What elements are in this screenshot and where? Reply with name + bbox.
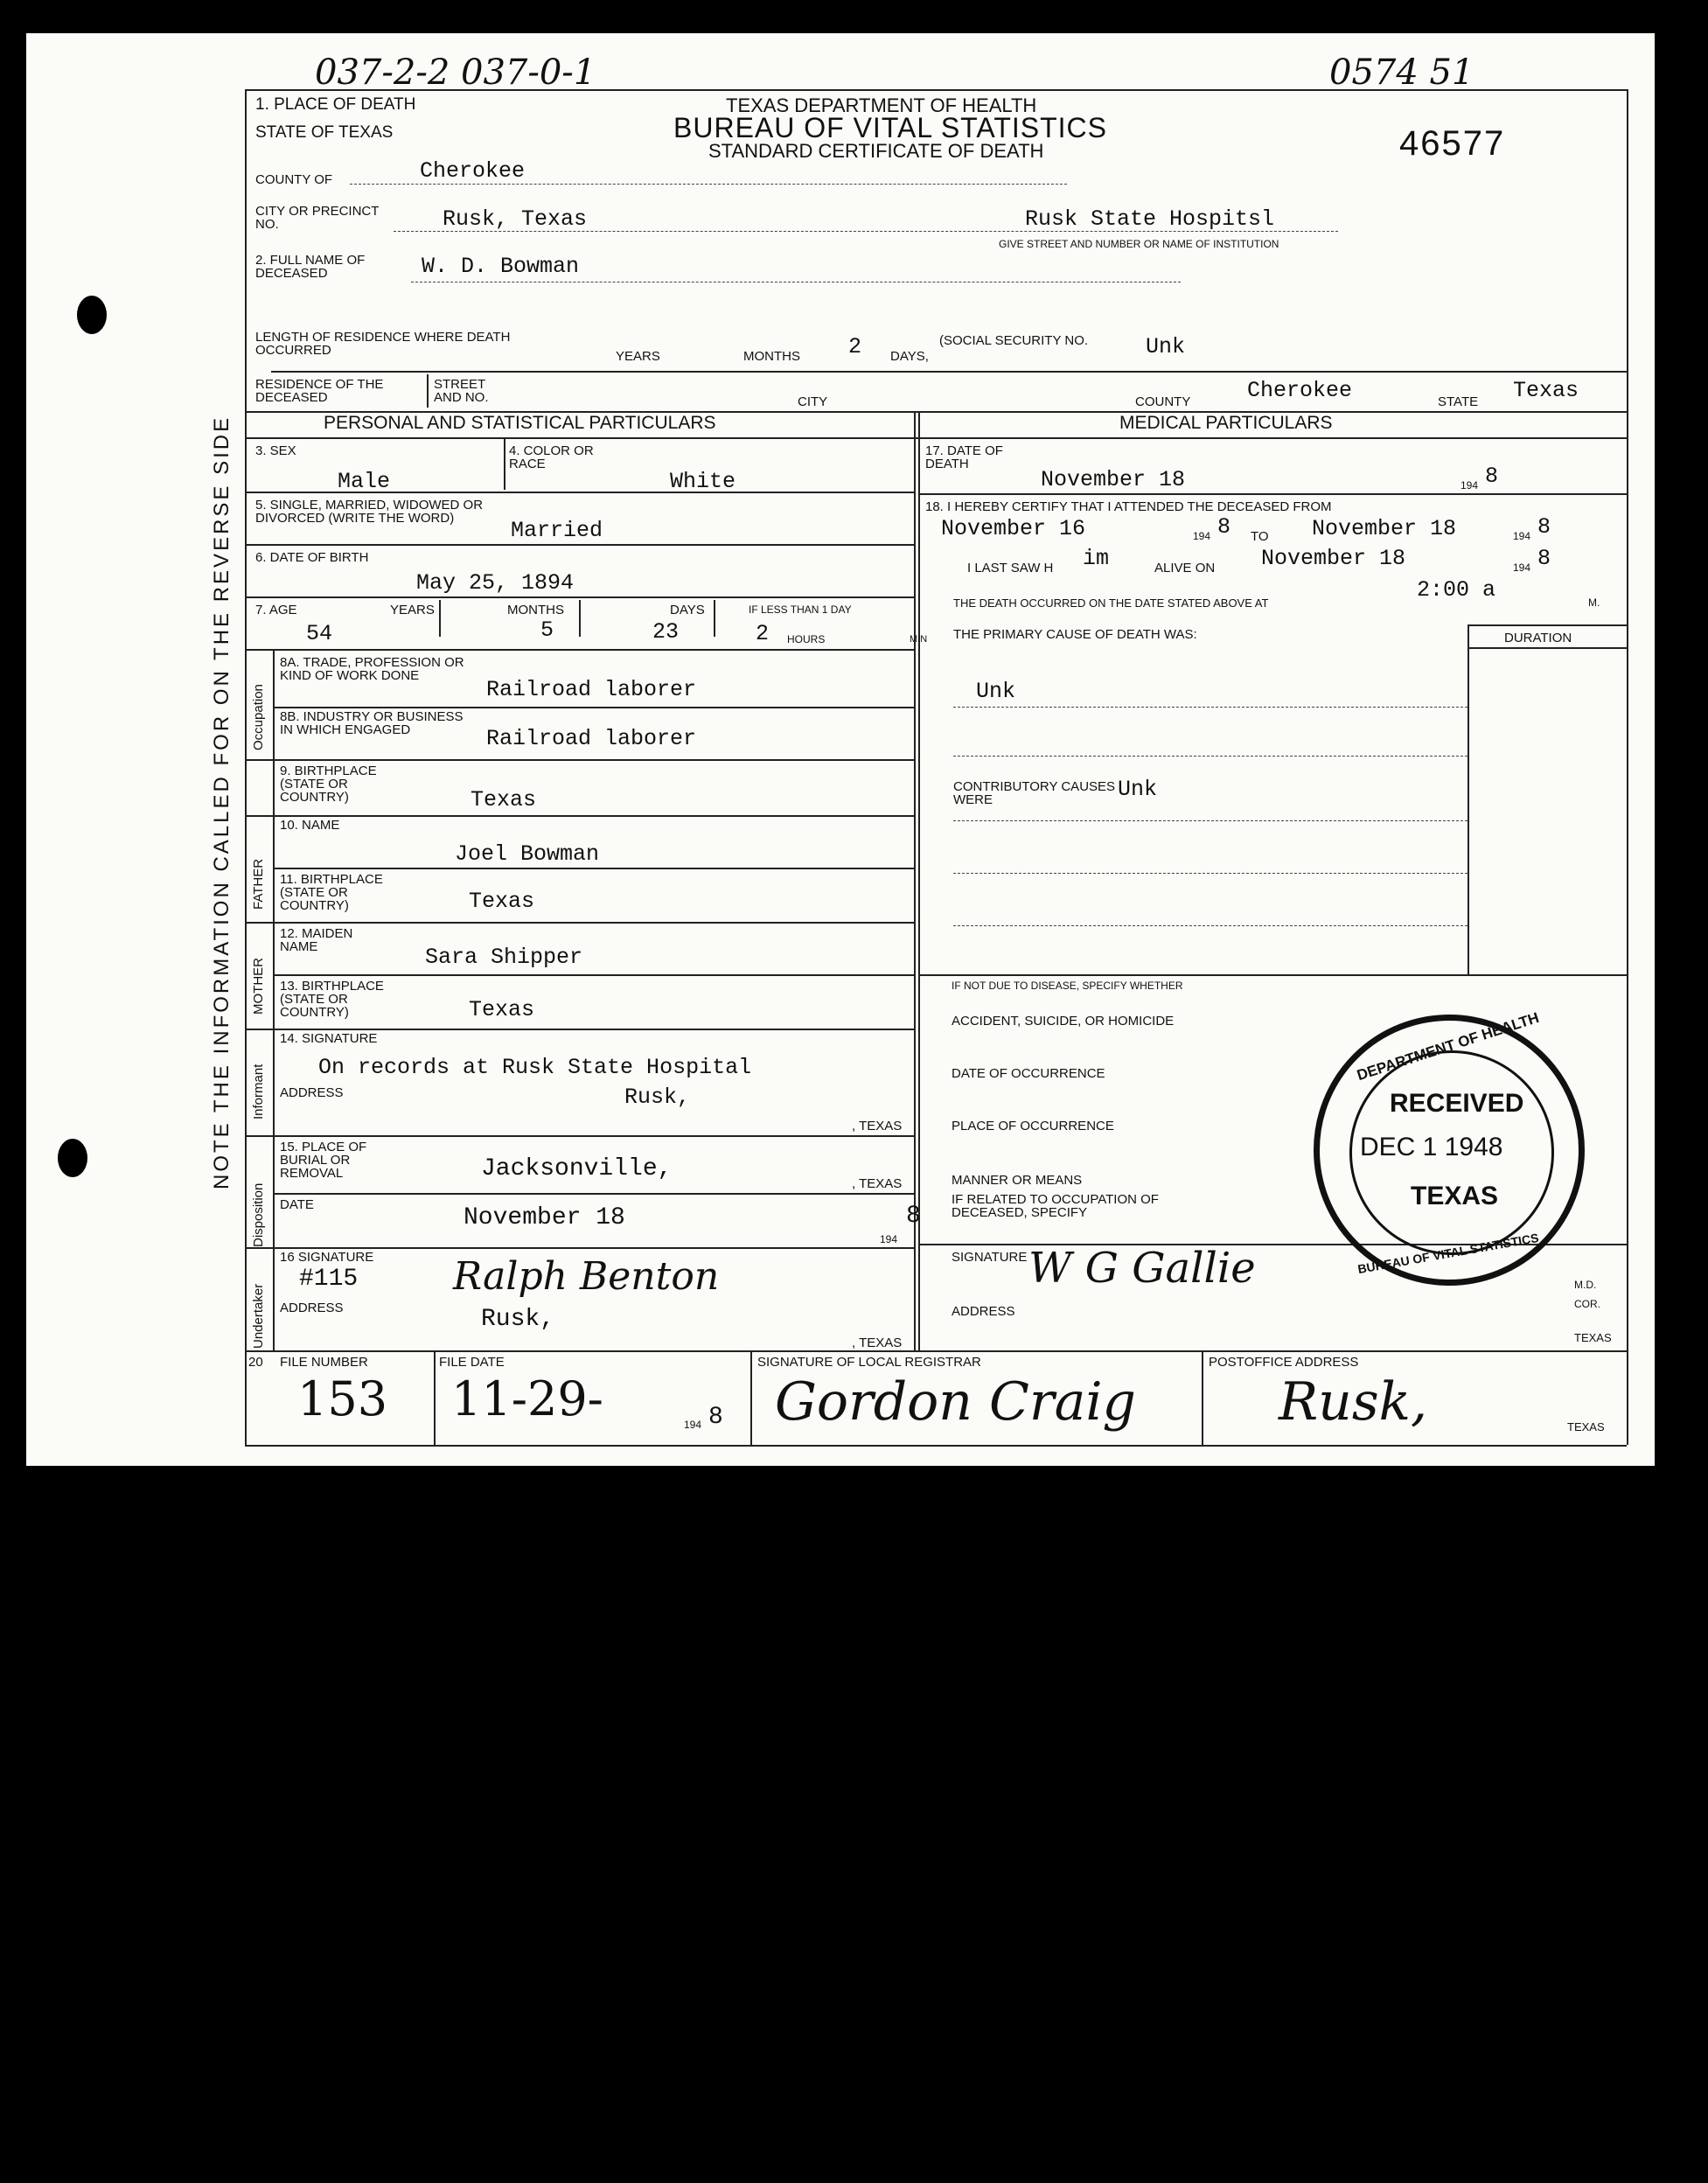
label-res-county: COUNTY: [1135, 394, 1191, 409]
label-20: 20: [248, 1355, 263, 1370]
label-last-saw: I LAST SAW H: [967, 561, 1054, 575]
file-date-value: 11-29-: [451, 1371, 603, 1426]
birth-value: May 25, 1894: [416, 570, 575, 596]
label-res-city: CITY: [798, 394, 828, 409]
und-address-value: Rusk,: [481, 1306, 555, 1333]
label-not-due: IF NOT DUE TO DISEASE, SPECIFY WHETHER: [952, 980, 1183, 992]
label-accident: ACCIDENT, SUICIDE, OR HOMICIDE: [952, 1014, 1175, 1029]
contributory-value: Unk: [1118, 777, 1158, 802]
postoffice-value: Rusk,: [1279, 1371, 1428, 1433]
label-physician-address: ADDRESS: [952, 1304, 1015, 1319]
label-marital: 5. SINGLE, MARRIED, WIDOWED OR DIVORCED (WRITE THE WORD): [255, 498, 484, 526]
age-days-value: 23: [652, 619, 680, 645]
label-duration: DURATION: [1504, 631, 1572, 645]
county-value: Cherokee: [420, 158, 526, 184]
side-informant: Informant: [251, 1064, 266, 1119]
registrar-signature: Gordon Craig: [775, 1371, 1136, 1433]
personal-section-title: PERSONAL AND STATISTICAL PARTICULARS: [324, 413, 716, 433]
label-years: YEARS: [616, 349, 660, 364]
medical-section-title: MEDICAL PARTICULARS: [1119, 413, 1333, 433]
side-father: FATHER: [251, 858, 266, 910]
burial-year-value: 8: [906, 1203, 921, 1230]
death-date-value: November 18: [1041, 467, 1186, 492]
age-hours-value: 2: [756, 621, 770, 646]
side-occupation: Occupation: [251, 684, 266, 750]
label-birth: 6. DATE OF BIRTH: [255, 550, 369, 565]
side-undertaker: Undertaker: [251, 1283, 266, 1349]
label-institution: GIVE STREET AND NUMBER OR NAME OF INSTITUTION: [999, 238, 1279, 250]
primary-cause-value: Unk: [976, 679, 1016, 704]
cert-number: 46577: [1399, 124, 1506, 163]
label-informant: 14. SIGNATURE: [280, 1031, 378, 1046]
label-undertaker: 16 SIGNATURE: [280, 1250, 374, 1265]
label-death-date: 17. DATE OF DEATH: [925, 443, 1003, 471]
months-value: 2: [848, 334, 862, 359]
to-year-value: 8: [1537, 514, 1551, 540]
label-sex: 3. SEX: [255, 443, 296, 458]
label-age-months: MONTHS: [507, 603, 564, 617]
label-und-address: ADDRESS: [280, 1301, 344, 1315]
last-saw-year-prefix: 194: [1513, 561, 1531, 574]
label-burial: 15. PLACE OF BURIAL OR REMOVAL: [280, 1140, 367, 1181]
label-file-date: FILE DATE: [439, 1355, 505, 1370]
label-postoffice: POSTOFFICE ADDRESS: [1209, 1355, 1359, 1370]
age-years-value: 54: [306, 621, 333, 646]
father-value: Joel Bowman: [455, 841, 600, 867]
deceased-name: W. D. Bowman: [422, 254, 580, 279]
from-date-value: November 16: [941, 516, 1086, 541]
occupation-value: Railroad laborer: [486, 677, 697, 702]
industry-value: Railroad laborer: [486, 726, 697, 751]
label-res-state: STATE: [1438, 394, 1479, 409]
undertaker-no: #115: [299, 1266, 359, 1293]
stamp-bottom: BUREAU OF VITAL STATISTICS: [1356, 1230, 1540, 1277]
time-value: 2:00 a: [1417, 577, 1496, 603]
top-right-number: 0574 51: [1329, 52, 1474, 93]
label-burial-date: DATE: [280, 1197, 314, 1212]
label-age: 7. AGE: [255, 603, 297, 617]
label-cor: COR.: [1574, 1298, 1600, 1310]
label-related: IF RELATED TO OCCUPATION OF DECEASED, SPECIFY: [952, 1192, 1159, 1220]
label-min: MIN: [910, 634, 928, 645]
marital-value: Married: [511, 518, 603, 543]
inf-texas: , TEXAS: [852, 1119, 903, 1133]
burial-year-prefix: 194: [880, 1233, 898, 1245]
res-state-value: Texas: [1513, 378, 1579, 403]
to-date-value: November 18: [1312, 516, 1457, 541]
stamp-received: RECEIVED: [1390, 1089, 1524, 1118]
standard-title: STANDARD CERTIFICATE OF DEATH: [708, 140, 1044, 162]
sex-value: Male: [338, 469, 391, 494]
label-postoffice-texas: TEXAS: [1567, 1420, 1605, 1433]
label-color: 4. COLOR OR RACE: [509, 443, 594, 471]
death-year-prefix: 194: [1461, 479, 1479, 492]
birthplace-value: Texas: [471, 787, 537, 813]
color-value: White: [670, 469, 736, 494]
side-disposition: Disposition: [251, 1182, 266, 1247]
city-value: Rusk, Texas: [443, 206, 588, 232]
label-age-lt: IF LESS THAN 1 DAY: [749, 603, 852, 616]
label-inf-address: ADDRESS: [280, 1085, 344, 1100]
side-note: NOTE THE INFORMATION CALLED FOR ON THE REVERSE SIDE: [210, 415, 234, 1189]
burial-date-value: November 18: [464, 1204, 625, 1231]
label-manner: MANNER OR MEANS: [952, 1173, 1083, 1188]
label-md: M.D.: [1574, 1279, 1597, 1291]
bureau-title: BUREAU OF VITAL STATISTICS: [673, 112, 1107, 143]
from-year-prefix: 194: [1193, 530, 1211, 542]
father-bp-value: Texas: [469, 889, 535, 914]
label-file-number: FILE NUMBER: [280, 1355, 368, 1370]
file-year-prefix: 194: [684, 1419, 702, 1431]
top-left-numbers: 037-2-2 037-0-1: [315, 52, 596, 93]
label-occurred: THE DEATH OCCURRED ON THE DATE STATED ABOVE AT: [953, 596, 1269, 610]
label-alive-on: ALIVE ON: [1154, 561, 1216, 575]
label-months: MONTHS: [743, 349, 800, 364]
res-county-value: Cherokee: [1247, 378, 1353, 403]
certificate-page: [26, 33, 1655, 1466]
label-street: STREET AND NO.: [434, 377, 489, 405]
label-city: CITY OR PRECINCT NO.: [255, 204, 380, 232]
department-title: TEXAS DEPARTMENT OF HEALTH: [726, 94, 1037, 116]
stamp-top: DEPARTMENT OF HEALTH: [1355, 1008, 1541, 1085]
label-birthplace: 9. BIRTHPLACE (STATE OR COUNTRY): [280, 764, 377, 805]
label-m: M.: [1588, 596, 1600, 609]
label-age-years: YEARS: [390, 603, 435, 617]
informant-value: On records at Rusk State Hospital: [318, 1055, 752, 1080]
mother-value: Sara Shipper: [425, 945, 583, 970]
received-stamp: [1314, 1008, 1585, 1286]
mother-bp-value: Texas: [469, 997, 535, 1022]
und-texas: , TEXAS: [852, 1336, 903, 1350]
label-physician-texas: TEXAS: [1574, 1331, 1612, 1344]
physician-signature: W G Gallie: [1028, 1244, 1256, 1293]
stamp-date: DEC 1 1948: [1360, 1133, 1503, 1161]
burial-texas: , TEXAS: [852, 1176, 903, 1191]
institution-value: Rusk State Hospitsl: [1025, 206, 1275, 232]
label-hours: HOURS: [787, 633, 826, 645]
label-mother-bp: 13. BIRTHPLACE (STATE OR COUNTRY): [280, 979, 384, 1020]
age-months-value: 5: [540, 617, 554, 643]
to-year-prefix: 194: [1513, 530, 1531, 542]
label-age-days: DAYS: [670, 603, 705, 617]
burial-value: Jacksonville,: [481, 1155, 673, 1182]
label-occ-date: DATE OF OCCURRENCE: [952, 1066, 1105, 1081]
last-saw-pronoun: im: [1083, 546, 1110, 571]
from-year-value: 8: [1217, 514, 1231, 540]
label-residence-length: LENGTH OF RESIDENCE WHERE DEATH OCCURRED: [255, 330, 511, 358]
label-local-registrar: SIGNATURE OF LOCAL REGISTRAR: [757, 1355, 981, 1370]
death-year-value: 8: [1485, 464, 1499, 489]
label-mother: 12. MAIDEN NAME: [280, 926, 353, 954]
label-physician-signature: SIGNATURE: [952, 1250, 1028, 1265]
ssn-value: Unk: [1146, 334, 1186, 359]
label-industry: 8B. INDUSTRY OR BUSINESS IN WHICH ENGAGED: [280, 709, 464, 737]
label-county: COUNTY OF: [255, 172, 333, 187]
label-father-bp: 11. BIRTHPLACE (STATE OR COUNTRY): [280, 872, 383, 913]
label-father: 10. NAME: [280, 818, 340, 833]
last-saw-year: 8: [1537, 546, 1551, 571]
label-days: DAYS,: [890, 349, 929, 364]
inf-address-value: Rusk,: [624, 1085, 691, 1110]
stamp-state: TEXAS: [1411, 1182, 1499, 1210]
label-primary: THE PRIMARY CAUSE OF DEATH WAS:: [953, 627, 1197, 642]
label-occupation: 8A. TRADE, PROFESSION OR KIND OF WORK DONE: [280, 655, 464, 683]
label-occ-place: PLACE OF OCCURRENCE: [952, 1119, 1114, 1133]
label-certify: 18. I HEREBY CERTIFY THAT I ATTENDED THE DECEASED FROM: [925, 499, 1332, 514]
undertaker-signature: Ralph Benton: [453, 1254, 720, 1299]
punch-hole-bottom: [58, 1139, 87, 1177]
label-to: TO: [1251, 529, 1269, 544]
file-number-value: 153: [297, 1371, 388, 1426]
label-contributory: CONTRIBUTORY CAUSES WERE: [953, 779, 1116, 807]
file-year-value: 8: [708, 1404, 723, 1431]
label-state: STATE OF TEXAS: [255, 123, 394, 142]
last-saw-date: November 18: [1261, 546, 1406, 571]
label-residence: RESIDENCE OF THE DECEASED: [255, 377, 384, 405]
label-place-of-death: 1. PLACE OF DEATH: [255, 95, 416, 114]
side-mother: MOTHER: [251, 958, 266, 1015]
label-full-name: 2. FULL NAME OF DECEASED: [255, 253, 366, 281]
label-ssn: (SOCIAL SECURITY NO.: [939, 333, 1089, 348]
punch-hole-top: [77, 296, 107, 334]
